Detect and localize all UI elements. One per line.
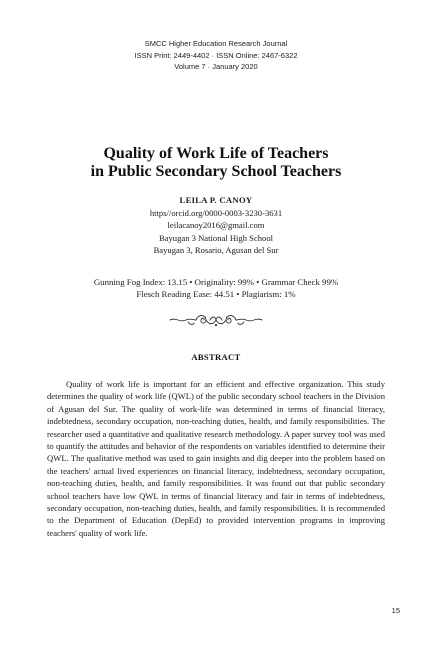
page-number: 15 bbox=[391, 606, 400, 615]
journal-name: SMCC Higher Education Research Journal bbox=[144, 39, 288, 48]
author-email: leilacanoy2016@gmail.com bbox=[167, 220, 265, 231]
author-address: Bayugan 3, Rosario, Agusan del Sur bbox=[153, 245, 279, 256]
author-orcid: https//orcid.org/0000-0003-3230-3631 bbox=[149, 207, 283, 218]
journal-volume: Volume 7 · January 2020 bbox=[174, 62, 258, 71]
abstract-body: Quality of work life is important for an efficient and effective organization. This study determines the quality of work life (QWL) of the public secondary school teachers in the Division of Agusan del Sur. The quality of work-life was determined in terms of financial literacy, indebtedness, secondary occupation, non-teaching duties, health, and family responsibilities. The researcher used a quantitative and qualitative research methodology. A paper survey tool was used to quantify the attitudes and behavior of the respondents on variables identified to determine their QWL. The qualitative method was used to gain insights and dig deeper into the problem based on the teachers' actual lived experiences on financial literacy, indebtedness, secondary occupation, non-teaching duties, health, and family responsibilities. It was found out that public secondary school teachers have low QWL in terms of financial literacy and fair in terms of indebtedness, secondary occupation, non-teaching duties, health, and family responsibilities. It is recommended to the Department of Education (DepEd) to provided intervention programs in improving teachers' quality of work life. bbox=[47, 379, 385, 538]
abstract-heading: ABSTRACT bbox=[191, 352, 241, 362]
author-name: LEILA P. CANOY bbox=[179, 195, 253, 205]
journal-issn: ISSN Print: 2449-4402 · ISSN Online: 2467-6322 bbox=[134, 50, 298, 60]
author-affiliation: Bayugan 3 National High School bbox=[158, 232, 274, 243]
metrics-line1: Gunning Fog Index: 13.15 • Originality: 99% • Grammar Check 99% bbox=[93, 277, 339, 287]
metrics-line2: Flesch Reading Ease: 44.51 • Plagiarism: 1% bbox=[136, 289, 296, 300]
journal-header bbox=[0, 38, 432, 73]
article-title-line1: Quality of Work Life of Teachers bbox=[103, 145, 329, 162]
article-title-line2: in Public Secondary School Teachers bbox=[90, 163, 342, 180]
readability-metrics bbox=[0, 276, 432, 301]
article-title bbox=[40, 145, 392, 181]
author-block bbox=[0, 194, 432, 257]
ornament-divider-icon bbox=[166, 308, 266, 332]
